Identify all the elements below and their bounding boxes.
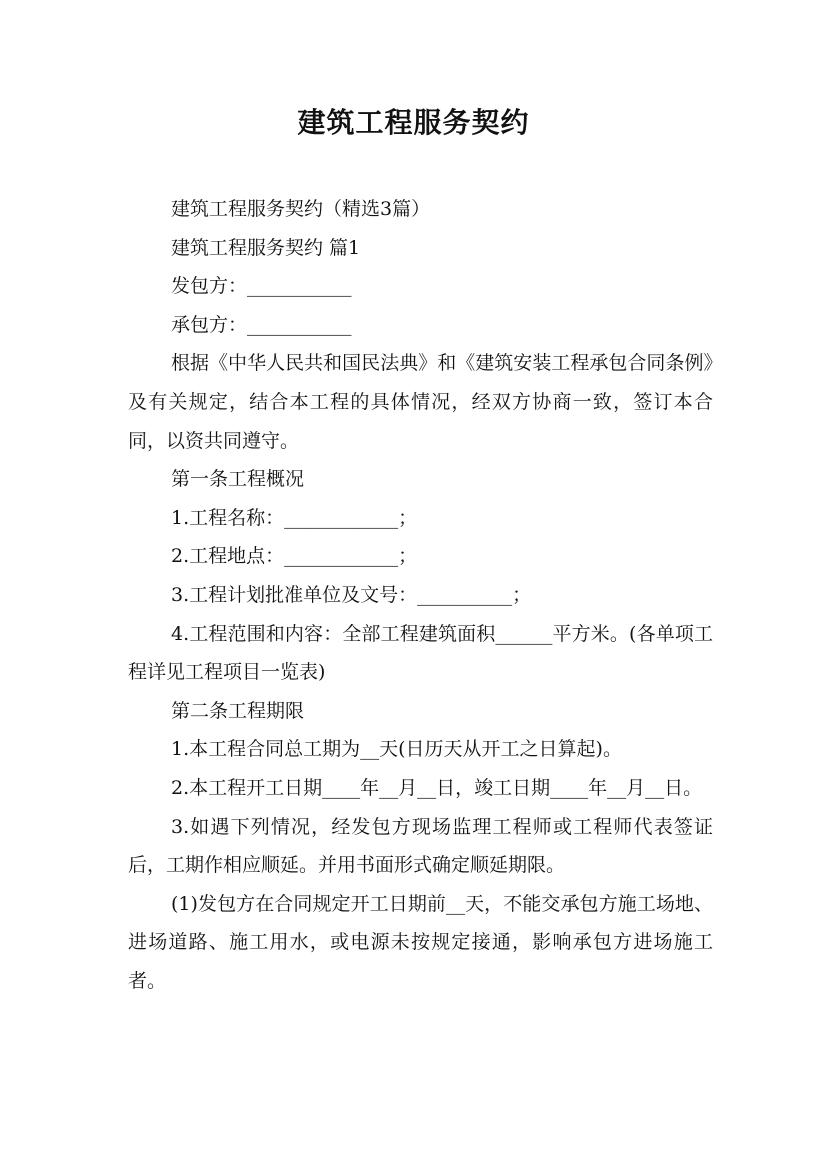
paragraph-section-heading: 建筑工程服务契约 篇1 xyxy=(171,236,361,259)
paragraph-project-location: 2.工程地点：____________； xyxy=(171,545,418,568)
paragraph-start-end-dates: 2.本工程开工日期____年__月__日，竣工日期____年__月__日。 xyxy=(171,776,703,799)
paragraph-condition-1: (1)发包方在合同规定开工日期前__天，不能交承包方施工场地、进场道路、施工用水，或电源未按规定接通，影响承包方进场施工者。 xyxy=(128,892,713,992)
document-title: 建筑工程服务契约 xyxy=(297,106,530,139)
paragraph-project-scope: 4.工程范围和内容：全部工程建筑面积______平方米。(各单项工程详见工程项目一览表) xyxy=(128,622,713,684)
paragraph-article-1-heading: 第一条工程概况 xyxy=(171,468,305,491)
paragraph-approval-unit: 3.工程计划批准单位及文号：__________； xyxy=(171,583,532,606)
paragraph-total-duration: 1.本工程合同总工期为__天(日历天从开工之日算起)。 xyxy=(171,738,622,761)
paragraph-contractor: 承包方：___________ xyxy=(171,313,352,336)
paragraph-article-2-heading: 第二条工程期限 xyxy=(171,699,305,722)
paragraph-preamble: 根据《中华人民共和国民法典》和《建筑安装工程承包合同条例》及有关规定，结合本工程的具体情况，经双方协商一致，签订本合同，以资共同遵守。 xyxy=(128,352,713,452)
paragraph-extension-conditions: 3.如遇下列情况，经发包方现场监理工程师或工程师代表签证后，工期作相应顺延。并用书面形式确定顺延期限。 xyxy=(128,815,713,877)
paragraph-subtitle: 建筑工程服务契约（精选3篇） xyxy=(171,198,431,220)
document-body xyxy=(128,190,713,1000)
paragraph-employer: 发包方：___________ xyxy=(171,275,352,298)
paragraph-project-name: 1.工程名称：____________； xyxy=(171,506,418,529)
